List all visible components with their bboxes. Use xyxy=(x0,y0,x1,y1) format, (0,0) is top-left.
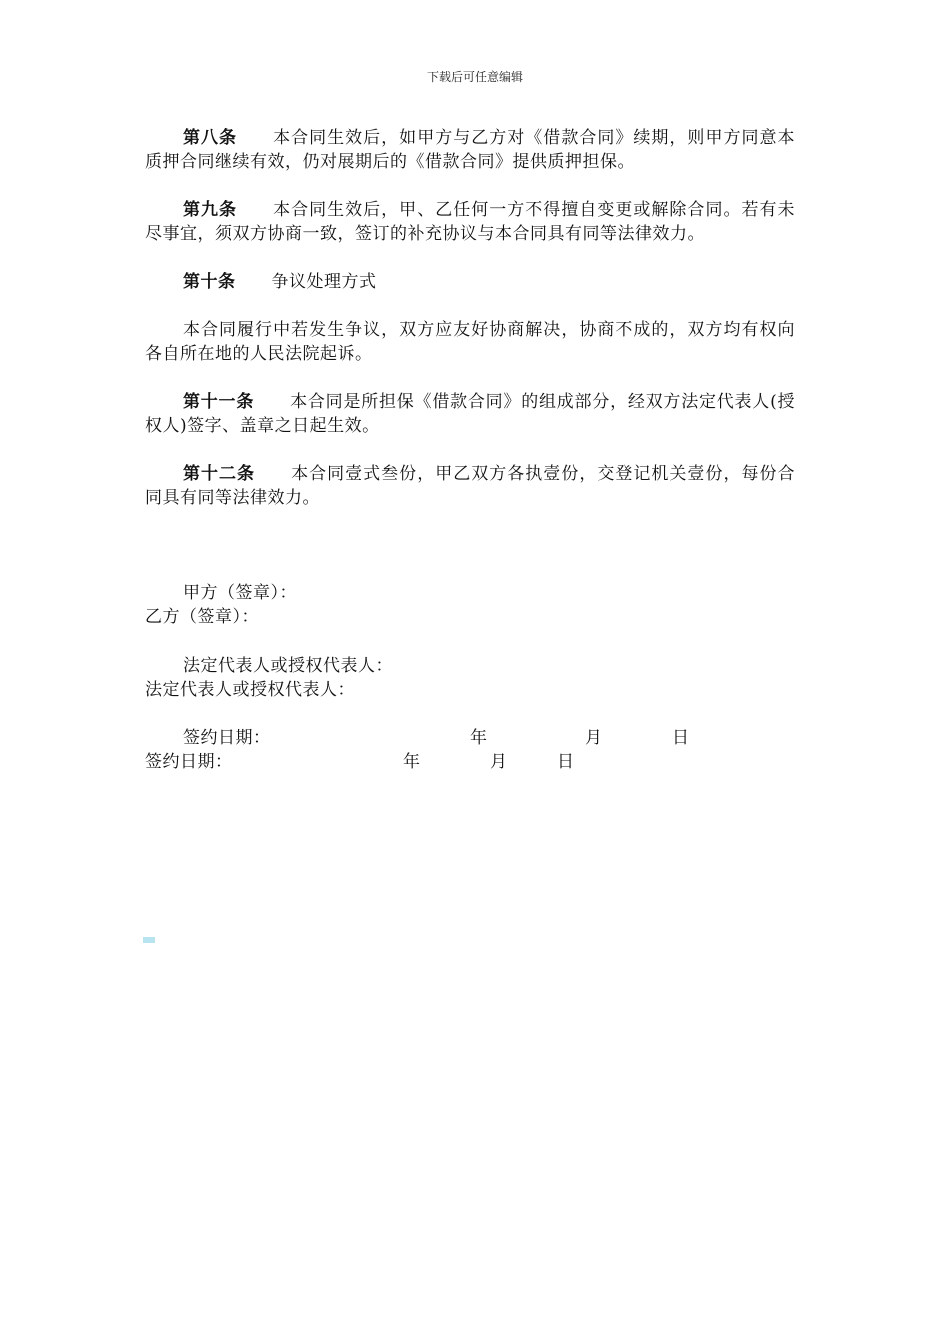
article-text: 本合同生效后，甲、乙任何一方不得擅自变更或解除合同。若有未尽事宜，须双方协商一致，签订的补充协议与本合同具有同等法律效力。 xyxy=(145,200,796,244)
signature-dates xyxy=(145,726,795,774)
text-cursor-marker xyxy=(143,937,155,943)
year-label: 年 xyxy=(403,752,421,772)
contract-body xyxy=(145,126,795,534)
article-12 xyxy=(145,462,795,510)
year-label: 年 xyxy=(470,728,488,748)
article-title: 第八条 xyxy=(183,128,238,148)
article-text: 本合同壹式叁份，甲乙双方各执壹份，交登记机关壹份，每份合同具有同等法律效力。 xyxy=(145,464,796,508)
article-text: 本合同生效后，如甲方与乙方对《借款合同》续期，则甲方同意本质押合同继续有效，仍对展期后的《借款合同》提供质押担保。 xyxy=(145,128,796,172)
day-label: 日 xyxy=(672,728,690,748)
article-title: 第九条 xyxy=(183,200,238,220)
date-label: 签约日期： xyxy=(145,752,233,772)
article-title: 第十条 xyxy=(183,272,236,292)
article-9 xyxy=(145,198,795,246)
article-10 xyxy=(145,270,795,294)
party-a-seal-label: 甲方（签章）： xyxy=(183,583,297,603)
party-a-representative-label: 法定代表人或授权代表人： xyxy=(183,656,393,676)
article-11 xyxy=(145,390,795,438)
dispute-resolution-paragraph xyxy=(145,318,795,366)
month-label: 月 xyxy=(490,752,508,772)
article-text: 争议处理方式 xyxy=(271,272,377,292)
party-a-date-row xyxy=(145,726,795,750)
page-header-note: 下载后可任意编辑 xyxy=(426,70,523,84)
party-b-date-row xyxy=(145,750,795,774)
article-title: 第十一条 xyxy=(183,392,255,412)
signature-parties xyxy=(145,581,795,629)
party-b-seal-label: 乙方（签章）： xyxy=(145,607,259,627)
article-title: 第十二条 xyxy=(183,464,256,484)
article-text: 本合同是所担保《借款合同》的组成部分，经双方法定代表人(授权人)签字、盖章之日起生效。 xyxy=(145,392,795,436)
date-label: 签约日期： xyxy=(183,728,271,748)
article-8 xyxy=(145,126,795,174)
day-label: 日 xyxy=(557,752,575,772)
month-label: 月 xyxy=(585,728,603,748)
signature-representatives xyxy=(145,654,795,702)
article-text: 本合同履行中若发生争议，双方应友好协商解决，协商不成的，双方均有权向各自所在地的人民法院起诉。 xyxy=(145,320,795,364)
party-b-representative-label: 法定代表人或授权代表人： xyxy=(145,680,355,700)
